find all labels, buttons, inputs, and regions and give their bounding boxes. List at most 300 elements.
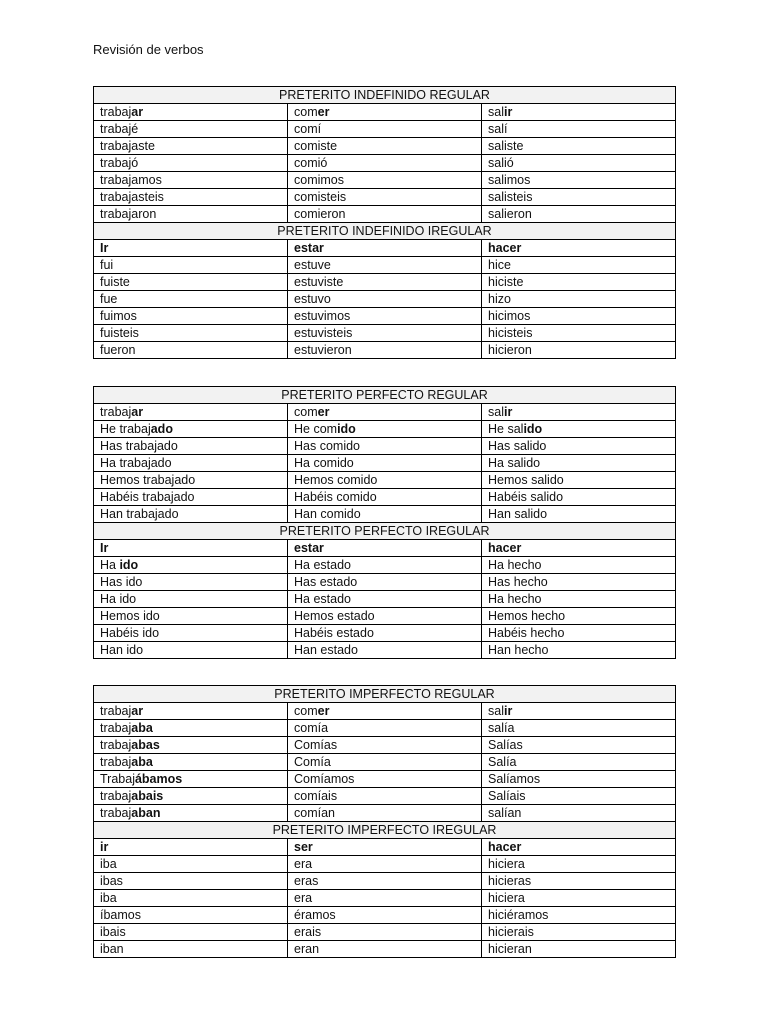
table-row bbox=[94, 839, 676, 856]
verb-cell bbox=[482, 873, 676, 890]
verb-stem: Ha trabajado bbox=[100, 455, 172, 470]
verb-stem: trabajasteis bbox=[100, 189, 164, 204]
verb-stem: salieron bbox=[488, 206, 532, 221]
verb-stem: hiciéramos bbox=[488, 907, 549, 922]
verb-stem: trabaj bbox=[100, 737, 132, 752]
verb-stem: Hemos trabajado bbox=[100, 472, 196, 487]
table-row bbox=[94, 924, 676, 941]
verb-stem: Has estado bbox=[294, 574, 358, 589]
table-row bbox=[94, 421, 676, 438]
verb-cell bbox=[94, 788, 288, 805]
verb-stem: hicieron bbox=[488, 342, 532, 357]
verb-ending: ar bbox=[131, 104, 144, 119]
verb-stem: Hemos estado bbox=[294, 608, 375, 623]
verb-stem: salían bbox=[488, 805, 522, 820]
verb-cell bbox=[288, 591, 482, 608]
verb-cell bbox=[482, 574, 676, 591]
verb-cell bbox=[288, 308, 482, 325]
verb-stem: iban bbox=[100, 941, 124, 956]
verb-cell bbox=[288, 788, 482, 805]
verb-cell bbox=[482, 907, 676, 924]
verb-cell bbox=[94, 421, 288, 438]
verb-cell bbox=[482, 172, 676, 189]
verb-cell bbox=[94, 890, 288, 907]
verb-cell bbox=[288, 540, 482, 557]
verb-cell bbox=[94, 291, 288, 308]
verb-stem: comiste bbox=[294, 138, 338, 153]
verb-table-perfecto bbox=[93, 386, 676, 659]
verb-stem: hicimos bbox=[488, 308, 531, 323]
table-row bbox=[94, 625, 676, 642]
table-row bbox=[94, 771, 676, 788]
verb-cell bbox=[482, 720, 676, 737]
verb-cell bbox=[288, 907, 482, 924]
section-header-row bbox=[94, 822, 676, 839]
table-row bbox=[94, 291, 676, 308]
verb-cell bbox=[94, 608, 288, 625]
verb-ending: ir bbox=[503, 703, 513, 718]
verb-stem: trabaj bbox=[100, 404, 132, 419]
verb-ending: Ir bbox=[100, 240, 109, 255]
verb-stem: salía bbox=[488, 720, 515, 735]
verb-cell bbox=[288, 642, 482, 659]
verb-cell bbox=[288, 274, 482, 291]
verb-stem: Trabaj bbox=[100, 771, 135, 786]
verb-stem: Han estado bbox=[294, 642, 358, 657]
table-row bbox=[94, 138, 676, 155]
verb-stem: Hemos ido bbox=[100, 608, 160, 623]
verb-cell bbox=[482, 342, 676, 359]
verb-cell bbox=[94, 121, 288, 138]
section-header-row bbox=[94, 686, 676, 703]
table-row bbox=[94, 189, 676, 206]
verb-stem: Ha estado bbox=[294, 591, 351, 606]
verb-cell bbox=[94, 155, 288, 172]
verb-cell bbox=[94, 404, 288, 421]
verb-cell bbox=[94, 172, 288, 189]
verb-ending: aban bbox=[131, 805, 161, 820]
verb-cell bbox=[482, 642, 676, 659]
verb-cell bbox=[482, 625, 676, 642]
table-row bbox=[94, 172, 676, 189]
verb-cell bbox=[288, 291, 482, 308]
verb-cell bbox=[94, 771, 288, 788]
section-header: PRETERITO PERFECTO IREGULAR bbox=[94, 523, 676, 540]
verb-ending: aba bbox=[131, 720, 153, 735]
verb-stem: Ha salido bbox=[488, 455, 541, 470]
verb-stem: Ha hecho bbox=[488, 591, 542, 606]
verb-stem: Han ido bbox=[100, 642, 144, 657]
verb-stem: fue bbox=[100, 291, 118, 306]
verb-stem: comisteis bbox=[294, 189, 347, 204]
verb-stem: estuvimos bbox=[294, 308, 351, 323]
verb-stem: Habéis comido bbox=[294, 489, 377, 504]
verb-cell bbox=[288, 438, 482, 455]
verb-ending: Ir bbox=[100, 540, 109, 555]
verb-cell bbox=[288, 890, 482, 907]
verb-cell bbox=[482, 472, 676, 489]
verb-stem: erais bbox=[294, 924, 322, 939]
verb-stem: comían bbox=[294, 805, 335, 820]
table-row bbox=[94, 455, 676, 472]
verb-cell bbox=[94, 941, 288, 958]
verb-stem: Hemos comido bbox=[294, 472, 378, 487]
verb-cell bbox=[94, 907, 288, 924]
verb-stem: saliste bbox=[488, 138, 524, 153]
verb-stem: He trabaj bbox=[100, 421, 151, 436]
verb-cell bbox=[94, 839, 288, 856]
verb-stem: Han hecho bbox=[488, 642, 549, 657]
verb-stem: Habéis estado bbox=[294, 625, 374, 640]
verb-cell bbox=[94, 308, 288, 325]
verb-stem: Hemos hecho bbox=[488, 608, 566, 623]
verb-cell bbox=[482, 206, 676, 223]
verb-cell bbox=[94, 257, 288, 274]
verb-ending: er bbox=[317, 104, 330, 119]
verb-stem: Has ido bbox=[100, 574, 143, 589]
verb-cell bbox=[288, 625, 482, 642]
verb-cell bbox=[94, 642, 288, 659]
table-row bbox=[94, 404, 676, 421]
verb-stem: Han salido bbox=[488, 506, 548, 521]
verb-ending: ido bbox=[337, 421, 356, 436]
verb-cell bbox=[94, 240, 288, 257]
verb-ending: ir bbox=[100, 839, 109, 854]
verb-cell bbox=[288, 325, 482, 342]
verb-cell bbox=[288, 754, 482, 771]
table-row bbox=[94, 941, 676, 958]
verb-stem: Habéis salido bbox=[488, 489, 564, 504]
verb-stem: trabaj bbox=[100, 720, 132, 735]
verb-cell bbox=[94, 540, 288, 557]
table-row bbox=[94, 591, 676, 608]
verb-cell bbox=[482, 924, 676, 941]
verb-stem: Habéis hecho bbox=[488, 625, 565, 640]
verb-stem: salió bbox=[488, 155, 514, 170]
verb-ending: ido bbox=[119, 557, 139, 572]
verb-stem: ibais bbox=[100, 924, 126, 939]
verb-cell bbox=[94, 342, 288, 359]
verb-cell bbox=[482, 189, 676, 206]
verb-ending: ir bbox=[503, 404, 513, 419]
verb-cell bbox=[288, 189, 482, 206]
verb-stem: hizo bbox=[488, 291, 511, 306]
table-row bbox=[94, 308, 676, 325]
verb-stem: Comía bbox=[294, 754, 331, 769]
verb-stem: eras bbox=[294, 873, 319, 888]
verb-stem: comíais bbox=[294, 788, 338, 803]
table-row bbox=[94, 206, 676, 223]
verb-stem: fuiste bbox=[100, 274, 130, 289]
verb-stem: com bbox=[294, 104, 318, 119]
table-row bbox=[94, 274, 676, 291]
verb-cell bbox=[288, 941, 482, 958]
table-row bbox=[94, 438, 676, 455]
table-row bbox=[94, 506, 676, 523]
verb-cell bbox=[482, 703, 676, 720]
verb-cell bbox=[288, 257, 482, 274]
verb-cell bbox=[482, 325, 676, 342]
verb-stem: trabajé bbox=[100, 121, 139, 136]
verb-cell bbox=[288, 805, 482, 822]
verb-cell bbox=[288, 608, 482, 625]
table-row bbox=[94, 257, 676, 274]
verb-ending: estar bbox=[294, 540, 324, 555]
verb-cell bbox=[482, 257, 676, 274]
table-row bbox=[94, 540, 676, 557]
verb-stem: era bbox=[294, 856, 313, 871]
verb-cell bbox=[482, 608, 676, 625]
verb-stem: estuvieron bbox=[294, 342, 352, 357]
verb-stem: fuisteis bbox=[100, 325, 139, 340]
table-row bbox=[94, 788, 676, 805]
verb-cell bbox=[482, 506, 676, 523]
section-header: PRETERITO IMPERFECTO IREGULAR bbox=[94, 822, 676, 839]
section-header: PRETERITO INDEFINIDO IREGULAR bbox=[94, 223, 676, 240]
verb-ending: er bbox=[317, 404, 330, 419]
verb-cell bbox=[482, 421, 676, 438]
verb-cell bbox=[288, 574, 482, 591]
verb-stem: hiciste bbox=[488, 274, 524, 289]
verb-stem: Ha bbox=[100, 557, 120, 572]
verb-stem: Ha comido bbox=[294, 455, 354, 470]
verb-ending: aba bbox=[131, 754, 153, 769]
table-row bbox=[94, 608, 676, 625]
verb-stem: iba bbox=[100, 856, 117, 871]
verb-stem: estuve bbox=[294, 257, 331, 272]
table-row bbox=[94, 642, 676, 659]
verb-cell bbox=[482, 121, 676, 138]
verb-cell bbox=[94, 472, 288, 489]
verb-cell bbox=[482, 941, 676, 958]
verb-cell bbox=[288, 472, 482, 489]
section-header-row bbox=[94, 223, 676, 240]
verb-stem: estuvo bbox=[294, 291, 331, 306]
verb-cell bbox=[94, 924, 288, 941]
verb-cell bbox=[288, 172, 482, 189]
verb-stem: eran bbox=[294, 941, 320, 956]
verb-stem: Has hecho bbox=[488, 574, 548, 589]
verb-stem: éramos bbox=[294, 907, 336, 922]
table-row bbox=[94, 557, 676, 574]
verb-stem: trabaj bbox=[100, 788, 132, 803]
verb-stem: com bbox=[294, 404, 318, 419]
verb-stem: estuviste bbox=[294, 274, 344, 289]
verb-stem: He com bbox=[294, 421, 338, 436]
verb-cell bbox=[288, 155, 482, 172]
verb-stem: Hemos salido bbox=[488, 472, 564, 487]
verb-cell bbox=[288, 455, 482, 472]
verb-stem: Comías bbox=[294, 737, 338, 752]
verb-stem: comía bbox=[294, 720, 329, 735]
verb-cell bbox=[94, 856, 288, 873]
table-row bbox=[94, 121, 676, 138]
verb-cell bbox=[482, 805, 676, 822]
verb-stem: iba bbox=[100, 890, 117, 905]
verb-cell bbox=[94, 574, 288, 591]
verb-cell bbox=[288, 720, 482, 737]
verb-ending: ser bbox=[294, 839, 313, 854]
verb-stem: fui bbox=[100, 257, 114, 272]
verb-cell bbox=[482, 540, 676, 557]
verb-cell bbox=[482, 404, 676, 421]
verb-cell bbox=[94, 138, 288, 155]
verb-stem: Ha ido bbox=[100, 591, 137, 606]
verb-stem: trabajó bbox=[100, 155, 139, 170]
verb-cell bbox=[288, 873, 482, 890]
verb-cell bbox=[482, 138, 676, 155]
verb-stem: trabaj bbox=[100, 805, 132, 820]
verb-cell bbox=[482, 856, 676, 873]
verb-stem: Habéis trabajado bbox=[100, 489, 195, 504]
verb-stem: sal bbox=[488, 703, 504, 718]
section-header: PRETERITO IMPERFECTO REGULAR bbox=[94, 686, 676, 703]
verb-stem: Han trabajado bbox=[100, 506, 179, 521]
verb-cell bbox=[482, 438, 676, 455]
verb-stem: hice bbox=[488, 257, 511, 272]
verb-cell bbox=[482, 557, 676, 574]
verb-cell bbox=[288, 737, 482, 754]
verb-cell bbox=[288, 240, 482, 257]
verb-stem: fueron bbox=[100, 342, 136, 357]
verb-stem: Salía bbox=[488, 754, 517, 769]
table-row bbox=[94, 873, 676, 890]
verb-cell bbox=[482, 737, 676, 754]
verb-cell bbox=[94, 720, 288, 737]
table-row bbox=[94, 472, 676, 489]
verb-ending: abais bbox=[131, 788, 164, 803]
verb-ending: ado bbox=[150, 421, 173, 436]
verb-cell bbox=[288, 839, 482, 856]
verb-cell bbox=[94, 489, 288, 506]
table-row bbox=[94, 240, 676, 257]
verb-stem: hicieran bbox=[488, 941, 532, 956]
verb-stem: trabajamos bbox=[100, 172, 162, 187]
verb-cell bbox=[94, 104, 288, 121]
verb-stem: comieron bbox=[294, 206, 346, 221]
verb-cell bbox=[482, 155, 676, 172]
verb-stem: trabajaste bbox=[100, 138, 155, 153]
verb-cell bbox=[482, 455, 676, 472]
verb-stem: He sal bbox=[488, 421, 524, 436]
table-row bbox=[94, 489, 676, 506]
verb-stem: com bbox=[294, 703, 318, 718]
section-header-row bbox=[94, 387, 676, 404]
verb-table-imperfecto bbox=[93, 685, 676, 958]
verb-cell bbox=[482, 104, 676, 121]
verb-cell bbox=[288, 506, 482, 523]
verb-stem: hicieras bbox=[488, 873, 532, 888]
verb-cell bbox=[94, 625, 288, 642]
verb-cell bbox=[482, 788, 676, 805]
table-row bbox=[94, 342, 676, 359]
verb-stem: Ha hecho bbox=[488, 557, 542, 572]
verb-stem: trabaj bbox=[100, 754, 132, 769]
verb-cell bbox=[94, 206, 288, 223]
table-row bbox=[94, 703, 676, 720]
verb-cell bbox=[288, 771, 482, 788]
verb-cell bbox=[288, 489, 482, 506]
verb-cell bbox=[288, 121, 482, 138]
verb-cell bbox=[482, 489, 676, 506]
verb-cell bbox=[94, 873, 288, 890]
verb-cell bbox=[482, 291, 676, 308]
verb-cell bbox=[288, 703, 482, 720]
verb-stem: trabaj bbox=[100, 703, 132, 718]
verb-stem: comimos bbox=[294, 172, 345, 187]
verb-stem: sal bbox=[488, 104, 504, 119]
verb-ending: er bbox=[317, 703, 330, 718]
section-header-row bbox=[94, 87, 676, 104]
verb-cell bbox=[94, 325, 288, 342]
section-header: PRETERITO INDEFINIDO REGULAR bbox=[94, 87, 676, 104]
verb-cell bbox=[94, 754, 288, 771]
verb-cell bbox=[94, 703, 288, 720]
table-row bbox=[94, 104, 676, 121]
verb-stem: comí bbox=[294, 121, 322, 136]
verb-cell bbox=[288, 104, 482, 121]
verb-cell bbox=[94, 591, 288, 608]
verb-ending: ar bbox=[131, 404, 144, 419]
verb-cell bbox=[94, 189, 288, 206]
verb-stem: Has salido bbox=[488, 438, 547, 453]
verb-stem: Salíais bbox=[488, 788, 526, 803]
verb-cell bbox=[94, 557, 288, 574]
table-row bbox=[94, 155, 676, 172]
table-row bbox=[94, 720, 676, 737]
verb-stem: sal bbox=[488, 404, 504, 419]
verb-stem: Comíamos bbox=[294, 771, 355, 786]
verb-stem: Ha estado bbox=[294, 557, 351, 572]
verb-cell bbox=[482, 890, 676, 907]
verb-cell bbox=[288, 856, 482, 873]
verb-ending: ábamos bbox=[134, 771, 183, 786]
table-row bbox=[94, 805, 676, 822]
verb-stem: trabajaron bbox=[100, 206, 157, 221]
verb-stem: salí bbox=[488, 121, 508, 136]
verb-cell bbox=[482, 839, 676, 856]
verb-ending: estar bbox=[294, 240, 324, 255]
section-header: PRETERITO PERFECTO REGULAR bbox=[94, 387, 676, 404]
verb-ending: hacer bbox=[488, 839, 522, 854]
verb-cell bbox=[482, 274, 676, 291]
section-header-row bbox=[94, 523, 676, 540]
table-row bbox=[94, 737, 676, 754]
verb-stem: ibas bbox=[100, 873, 123, 888]
verb-stem: salimos bbox=[488, 172, 531, 187]
table-row bbox=[94, 574, 676, 591]
verb-stem: fuimos bbox=[100, 308, 137, 323]
verb-cell bbox=[482, 240, 676, 257]
verb-stem: hicisteis bbox=[488, 325, 533, 340]
verb-cell bbox=[94, 438, 288, 455]
verb-cell bbox=[288, 557, 482, 574]
verb-cell bbox=[482, 308, 676, 325]
verb-table-indefinido bbox=[93, 86, 676, 359]
verb-cell bbox=[482, 771, 676, 788]
table-row bbox=[94, 890, 676, 907]
verb-stem: hicierais bbox=[488, 924, 534, 939]
verb-ending: ar bbox=[131, 703, 144, 718]
verb-stem: salisteis bbox=[488, 189, 533, 204]
verb-cell bbox=[288, 404, 482, 421]
verb-cell bbox=[94, 737, 288, 754]
verb-cell bbox=[94, 455, 288, 472]
table-row bbox=[94, 325, 676, 342]
verb-cell bbox=[94, 506, 288, 523]
verb-stem: Han comido bbox=[294, 506, 361, 521]
verb-ending: ido bbox=[523, 421, 543, 436]
